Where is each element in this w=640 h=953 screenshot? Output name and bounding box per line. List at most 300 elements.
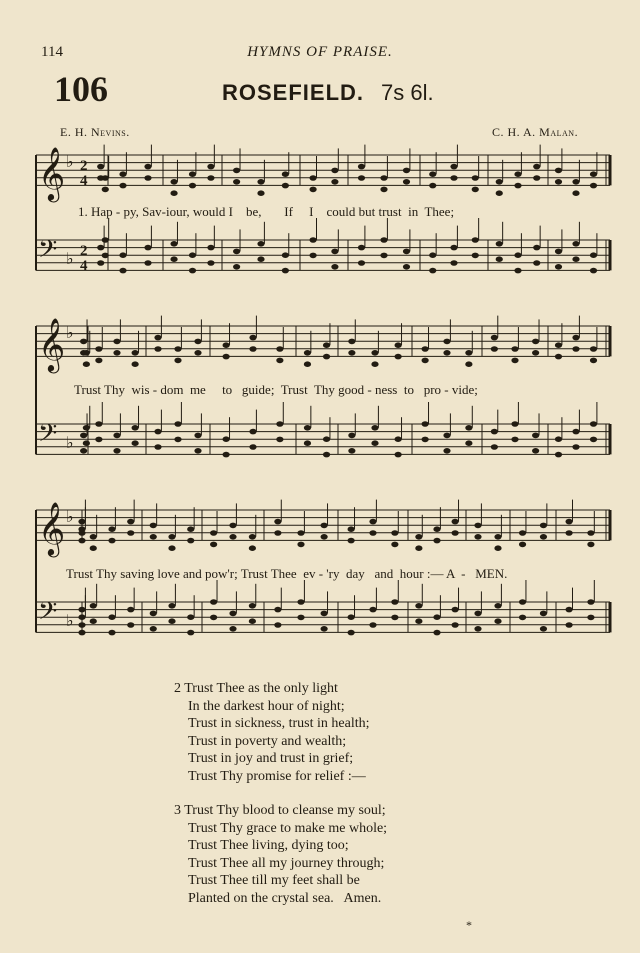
verse-line: Trust Thee all my journey through; <box>188 855 385 871</box>
note-head <box>233 264 240 270</box>
note-head <box>555 342 562 348</box>
note-head <box>321 626 328 632</box>
note-head <box>358 164 365 170</box>
note-head <box>323 452 330 458</box>
note-head <box>323 436 330 442</box>
note-head <box>443 350 450 356</box>
note-head <box>174 421 181 427</box>
note-head <box>519 530 526 536</box>
note-head <box>533 245 540 251</box>
note-head <box>565 607 572 613</box>
note-head <box>276 421 283 427</box>
note-head <box>511 358 518 364</box>
note-head <box>257 190 264 196</box>
note-head <box>113 448 120 454</box>
note-head <box>80 448 87 454</box>
note-head <box>187 538 194 544</box>
note-head <box>127 622 134 628</box>
note-head <box>433 526 440 532</box>
note-head <box>309 175 316 181</box>
note-head <box>587 599 594 605</box>
note-head <box>369 622 376 628</box>
note-head <box>590 421 597 427</box>
note-head <box>565 519 572 525</box>
note-head <box>572 444 579 450</box>
lyric-line-system-3: Trust Thy saving love and pow'r; Trust Thee ev - 'ry day and hour :— A - MEN. <box>66 566 508 581</box>
note-head <box>348 614 355 620</box>
note-head <box>496 241 503 247</box>
note-head <box>119 252 126 258</box>
note-head <box>348 339 355 345</box>
note-head <box>450 260 457 266</box>
note-head <box>590 346 597 352</box>
note-head <box>297 542 304 548</box>
verse-line: Planted on the crystal sea. Amen. <box>188 890 382 906</box>
note-head <box>132 361 139 367</box>
note-head <box>452 530 459 536</box>
note-head <box>189 183 196 189</box>
note-head <box>108 538 115 544</box>
note-head <box>331 168 338 174</box>
note-head <box>282 183 289 189</box>
note-head <box>113 433 120 439</box>
note-head <box>102 237 109 243</box>
note-head <box>229 626 236 632</box>
note-head <box>533 175 540 181</box>
note-head <box>276 358 283 364</box>
note-head <box>78 530 85 536</box>
note-head <box>102 187 109 193</box>
note-head <box>154 346 161 352</box>
note-head <box>249 444 256 450</box>
note-head <box>348 630 355 636</box>
note-head <box>229 534 236 540</box>
note-head <box>572 241 579 247</box>
note-head <box>194 433 201 439</box>
note-head <box>144 175 151 181</box>
note-head <box>496 179 503 185</box>
note-head <box>391 615 398 621</box>
note-head <box>97 164 104 170</box>
time-signature-denominator: 4 <box>80 258 88 274</box>
note-head <box>233 168 240 174</box>
note-head <box>496 190 503 196</box>
note-head <box>429 268 436 274</box>
verse-line: Trust Thee living, dying too; <box>188 838 349 854</box>
note-head <box>321 611 328 617</box>
hymn-title: ROSEFIELD. <box>222 80 365 105</box>
note-head <box>168 603 175 609</box>
note-head <box>170 256 177 262</box>
note-head <box>415 603 422 609</box>
note-head <box>348 538 355 544</box>
note-head <box>474 523 481 529</box>
note-head <box>274 607 281 613</box>
verse-line: 3 Trust Thy blood to cleanse my soul; <box>174 803 386 818</box>
note-head <box>282 252 289 258</box>
note-head <box>297 599 304 605</box>
note-head <box>127 530 134 536</box>
time-signature-denominator: 4 <box>80 173 88 189</box>
note-head <box>321 534 328 540</box>
note-head <box>532 350 539 356</box>
note-head <box>380 237 387 243</box>
note-head <box>108 630 115 636</box>
note-head <box>309 253 316 259</box>
note-head <box>540 626 547 632</box>
note-head <box>422 421 429 427</box>
note-head <box>395 452 402 458</box>
note-head <box>433 614 440 620</box>
note-head <box>391 599 398 605</box>
bass-clef-icon: 𝄢 <box>38 419 58 454</box>
note-head <box>519 615 526 621</box>
note-head <box>348 526 355 532</box>
note-head <box>187 630 194 636</box>
note-head <box>532 448 539 454</box>
note-head <box>496 256 503 262</box>
note-head <box>452 519 459 525</box>
note-head <box>532 433 539 439</box>
note-head <box>132 440 139 446</box>
verse-line: 2 Trust Thee as the only light <box>174 681 338 696</box>
verse-line: In the darkest hour of night; <box>188 698 345 714</box>
note-head <box>150 611 157 617</box>
note-head <box>415 534 422 540</box>
note-head <box>519 542 526 548</box>
note-head <box>187 614 194 620</box>
note-head <box>358 245 365 251</box>
verse-line: Trust Thy promise for relief :— <box>188 768 366 784</box>
note-head <box>572 429 579 435</box>
note-head <box>249 429 256 435</box>
note-head <box>90 618 97 624</box>
note-head <box>540 611 547 617</box>
note-head <box>491 444 498 450</box>
note-head <box>127 607 134 613</box>
note-head <box>282 171 289 177</box>
note-head <box>555 249 562 255</box>
note-head <box>532 339 539 345</box>
note-head <box>555 264 562 270</box>
note-head <box>97 260 104 266</box>
note-head <box>465 350 472 356</box>
note-head <box>309 187 316 193</box>
note-head <box>174 437 181 443</box>
note-head <box>380 175 387 181</box>
note-head <box>348 350 355 356</box>
note-head <box>249 603 256 609</box>
note-head <box>257 179 264 185</box>
note-head <box>274 622 281 628</box>
note-head <box>276 346 283 352</box>
note-head <box>297 530 304 536</box>
note-head <box>433 630 440 636</box>
note-head <box>78 630 85 636</box>
note-head <box>189 171 196 177</box>
note-head <box>154 335 161 341</box>
note-head <box>113 350 120 356</box>
note-head <box>127 519 134 525</box>
bass-clef-icon: 𝄢 <box>38 597 58 632</box>
note-head <box>415 545 422 551</box>
treble-clef-icon: 𝄞 <box>38 146 66 200</box>
note-head <box>304 425 311 431</box>
note-head <box>514 183 521 189</box>
note-head <box>249 335 256 341</box>
verse-line: Trust in joy and trust in grief; <box>188 751 354 767</box>
note-head <box>150 626 157 632</box>
note-head <box>590 183 597 189</box>
note-head <box>113 339 120 345</box>
flat-icon: ♭ <box>66 323 74 342</box>
note-head <box>282 268 289 274</box>
note-head <box>403 179 410 185</box>
note-head <box>494 618 501 624</box>
verse-number: 2 <box>174 681 181 696</box>
note-head <box>511 437 518 443</box>
note-head <box>194 339 201 345</box>
note-head <box>297 615 304 621</box>
note-head <box>369 530 376 536</box>
note-head <box>90 534 97 540</box>
note-head <box>395 342 402 348</box>
note-head <box>555 436 562 442</box>
note-head <box>274 519 281 525</box>
flat-icon: ♭ <box>66 433 74 452</box>
note-head <box>194 350 201 356</box>
note-head <box>514 171 521 177</box>
note-head <box>465 440 472 446</box>
note-head <box>249 346 256 352</box>
verse-3 <box>174 802 387 908</box>
note-head <box>491 346 498 352</box>
note-head <box>587 615 594 621</box>
note-head <box>174 346 181 352</box>
note-head <box>465 425 472 431</box>
note-head <box>274 530 281 536</box>
note-head <box>565 622 572 628</box>
note-head <box>565 530 572 536</box>
note-head <box>304 440 311 446</box>
note-head <box>150 534 157 540</box>
note-head <box>533 260 540 266</box>
note-head <box>83 425 90 431</box>
note-head <box>494 603 501 609</box>
verse-line: Trust in poverty and wealth; <box>188 733 347 749</box>
note-head <box>207 245 214 251</box>
note-head <box>95 437 102 443</box>
note-head <box>472 237 479 243</box>
note-head <box>391 530 398 536</box>
note-head <box>119 183 126 189</box>
note-head <box>144 260 151 266</box>
note-head <box>452 622 459 628</box>
note-head <box>170 241 177 247</box>
note-head <box>174 358 181 364</box>
note-head <box>358 260 365 266</box>
note-head <box>494 545 501 551</box>
note-head <box>223 436 230 442</box>
note-head <box>304 361 311 367</box>
note-head <box>450 164 457 170</box>
note-head <box>514 268 521 274</box>
note-head <box>90 603 97 609</box>
note-head <box>450 245 457 251</box>
note-head <box>83 440 90 446</box>
note-head <box>443 339 450 345</box>
note-head <box>514 252 521 258</box>
note-head <box>572 190 579 196</box>
note-head <box>511 421 518 427</box>
flat-icon: ♭ <box>66 249 74 268</box>
lyricist-credit: E. H. Nevins. <box>60 125 130 139</box>
note-head <box>78 607 85 613</box>
note-head <box>472 175 479 181</box>
note-head <box>369 519 376 525</box>
note-head <box>429 171 436 177</box>
note-head <box>587 542 594 548</box>
page-number: 114 <box>41 44 63 60</box>
running-head: HYMNS OF PRAISE. <box>247 44 393 60</box>
note-head <box>80 339 87 345</box>
note-head <box>144 164 151 170</box>
note-head <box>358 175 365 181</box>
note-head <box>321 523 328 529</box>
note-head <box>331 179 338 185</box>
note-head <box>207 175 214 181</box>
composer-credit: C. H. A. Malan. <box>492 125 579 139</box>
note-head <box>348 448 355 454</box>
flat-icon: ♭ <box>66 611 74 630</box>
footer-ornament: * <box>466 918 472 932</box>
note-head <box>540 534 547 540</box>
note-head <box>555 179 562 185</box>
note-head <box>450 175 457 181</box>
note-head <box>97 245 104 251</box>
note-head <box>380 187 387 193</box>
note-head <box>371 361 378 367</box>
note-head <box>555 452 562 458</box>
note-head <box>108 614 115 620</box>
note-head <box>395 354 402 360</box>
note-head <box>223 342 230 348</box>
note-head <box>555 168 562 174</box>
note-head <box>422 437 429 443</box>
note-head <box>78 614 85 620</box>
note-head <box>189 268 196 274</box>
note-head <box>170 179 177 185</box>
note-head <box>80 433 87 439</box>
note-head <box>572 335 579 341</box>
note-head <box>229 523 236 529</box>
verse-2 <box>174 680 370 786</box>
note-head <box>233 249 240 255</box>
note-head <box>422 346 429 352</box>
note-head <box>119 171 126 177</box>
note-head <box>331 264 338 270</box>
note-head <box>223 452 230 458</box>
note-head <box>223 354 230 360</box>
note-head <box>403 249 410 255</box>
note-head <box>249 534 256 540</box>
note-head <box>210 599 217 605</box>
note-head <box>187 526 194 532</box>
note-head <box>304 350 311 356</box>
note-head <box>443 448 450 454</box>
note-head <box>210 542 217 548</box>
flat-icon: ♭ <box>66 507 74 526</box>
note-head <box>257 241 264 247</box>
note-head <box>422 358 429 364</box>
note-head <box>572 256 579 262</box>
note-head <box>590 268 597 274</box>
note-head <box>207 164 214 170</box>
note-head <box>249 545 256 551</box>
note-head <box>555 354 562 360</box>
note-head <box>83 350 90 356</box>
note-head <box>403 168 410 174</box>
note-head <box>194 448 201 454</box>
note-head <box>102 253 109 259</box>
note-head <box>491 335 498 341</box>
note-head <box>474 534 481 540</box>
note-head <box>323 342 330 348</box>
note-head <box>168 618 175 624</box>
note-head <box>572 179 579 185</box>
note-head <box>78 519 85 525</box>
note-head <box>371 425 378 431</box>
note-head <box>380 253 387 259</box>
note-head <box>331 249 338 255</box>
note-head <box>257 256 264 262</box>
note-head <box>491 429 498 435</box>
note-head <box>150 523 157 529</box>
note-head <box>587 530 594 536</box>
note-head <box>474 611 481 617</box>
note-head <box>210 530 217 536</box>
note-head <box>233 179 240 185</box>
note-head <box>433 538 440 544</box>
note-head <box>249 618 256 624</box>
hymn-number: 106 <box>54 69 108 109</box>
note-head <box>511 346 518 352</box>
note-head <box>403 264 410 270</box>
note-head <box>369 607 376 613</box>
note-head <box>540 523 547 529</box>
note-head <box>443 433 450 439</box>
note-head <box>309 237 316 243</box>
note-head <box>90 545 97 551</box>
note-head <box>429 183 436 189</box>
note-head <box>168 545 175 551</box>
verse-line: Trust Thee till my feet shall be <box>188 873 360 889</box>
note-head <box>429 252 436 258</box>
note-head <box>210 615 217 621</box>
note-head <box>154 429 161 435</box>
note-head <box>108 526 115 532</box>
note-head <box>371 440 378 446</box>
note-head <box>395 436 402 442</box>
note-head <box>533 164 540 170</box>
note-head <box>348 433 355 439</box>
note-head <box>144 245 151 251</box>
note-head <box>371 350 378 356</box>
note-head <box>572 346 579 352</box>
note-head <box>391 542 398 548</box>
note-head <box>170 190 177 196</box>
verse-line: Trust Thy grace to make me whole; <box>188 820 388 836</box>
